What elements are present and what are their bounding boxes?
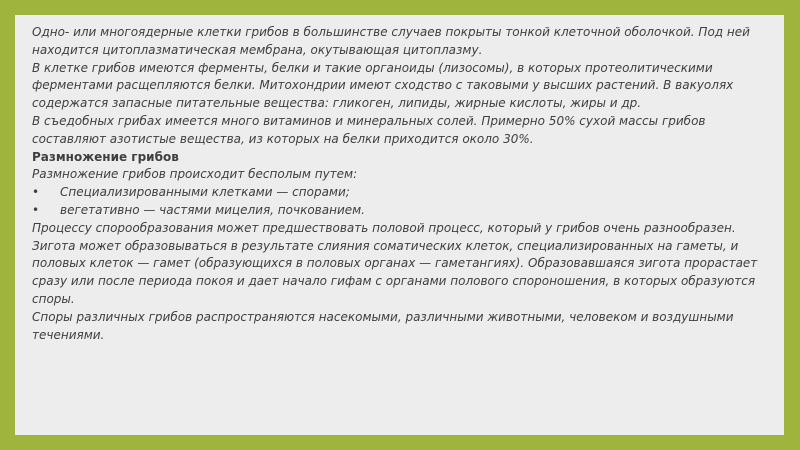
bullet-marker: •	[32, 202, 40, 217]
bullet-text: Специализированными клетками — спорами;	[60, 185, 350, 200]
bullet-item	[32, 184, 769, 202]
text-slide	[15, 15, 784, 435]
paragraph-spore-spread: Споры различных грибов распространяются насекомыми, различными животными, человеком и воздушными течениями.	[32, 309, 734, 342]
paragraph-organelles: В клетке грибов имеются ферменты, белки и такие органоиды (лизосомы), в которых протеолитическими ферментами расщепляются белки. Митохондрии имеют сходство с таковыми у высших растений. В вакуолях содержатся запасные питательные вещества: гликоген, липиды, жирные кислоты, жиры и др.	[32, 60, 734, 111]
paragraph-sporulation: Процессу спорообразования может предшествовать половой процесс, который у грибов очень разнообразен. Зигота может образовываться в результате слияния соматических клеток, специализированных на гаметы, и половых клеток — гамет (образующихся в половых органах — гаметангиях). Образовавшаяся зигота прорастает сразу или после периода покоя и дает начало гифам с органами полового спороношения, в которых образуются споры.	[32, 220, 758, 306]
paragraph-reproduction-intro: Размножение грибов происходит бесполым путем:	[32, 167, 358, 182]
paragraph-nutrition: В съедобных грибах имеется много витаминов и минеральных солей. Примерно 50% сухой массы грибов составляют азотистые вещества, из которых на белки приходится около 30%.	[32, 113, 706, 146]
section-heading: Размножение грибов	[32, 149, 179, 164]
paragraph-cell-structure: Одно- или многоядерные клетки грибов в большинстве случаев покрыты тонкой клеточной оболочкой. Под ней находится цитоплазматическая мембрана, окутывающая цитоплазму.	[32, 25, 750, 57]
bullet-marker: •	[32, 185, 40, 200]
bullet-text: вегетативно — частями мицелия, почкованием.	[60, 202, 365, 217]
bullet-item	[32, 202, 769, 220]
